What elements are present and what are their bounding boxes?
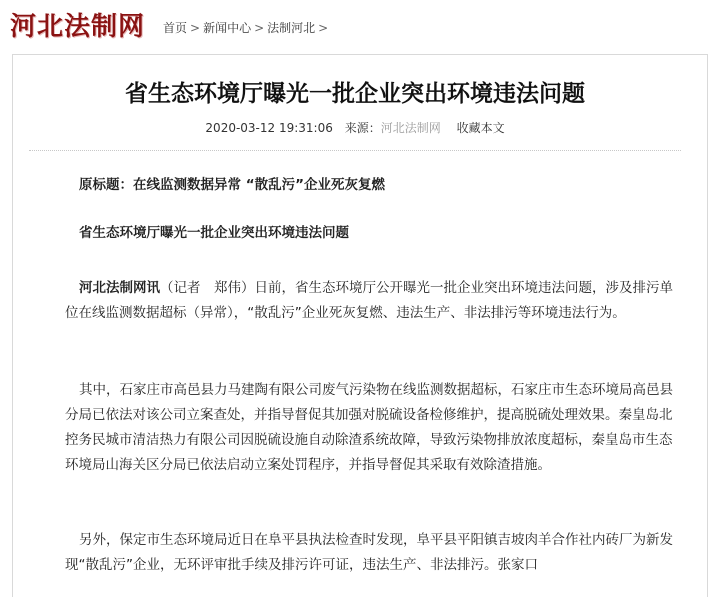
favorite-button[interactable]: 收藏本文 [456, 121, 505, 135]
paragraph-1 [65, 276, 683, 326]
breadcrumb-section-link[interactable]: 法制河北 [267, 21, 316, 35]
breadcrumb-separator: > [254, 21, 265, 35]
paragraph-3 [65, 528, 683, 578]
article-title: 省生态环境厅曝光一批企业突出环境违法问题 [125, 81, 585, 107]
source-link[interactable]: 河北法制网 [380, 121, 441, 135]
paragraph-3-text: 另外，保定市生态环境局近日在阜平县执法检查时发现，阜平县平阳镇吉坡肉羊合作社内砖厂为新发现“散乱污”企业，无环评审批手续及排污许可证，违法生产、非法排污。张家口 [65, 532, 673, 573]
source-label: 来源： [344, 121, 381, 135]
title-divider [29, 150, 681, 151]
breadcrumb-news-center-link[interactable]: 新闻中心 [203, 21, 252, 35]
breadcrumb-home-link[interactable]: 首页 [163, 21, 188, 35]
paragraph-1-dateline: 河北法制网讯 [79, 280, 160, 296]
breadcrumb-separator: > [190, 21, 201, 35]
paragraph-1-reporter: （记者 郑伟） [160, 280, 255, 296]
publish-date: 2020-03-12 19:31:06 [205, 121, 333, 135]
paragraph-2 [65, 378, 683, 478]
article-meta [13, 119, 697, 136]
header-bar [0, 0, 710, 52]
article-subtitle: 省生态环境厅曝光一批企业突出环境违法问题 [79, 225, 349, 241]
original-title: 原标题：在线监测数据异常 “散乱污”企业死灰复燃 [79, 177, 385, 193]
breadcrumb [163, 19, 331, 36]
breadcrumb-separator: > [318, 21, 329, 35]
article-container [12, 54, 708, 597]
paragraph-1-text: 日前，省生态环境厅公开曝光一批企业突出环境违法问题，涉及排污单位在线监测数据超标（异常），“散乱污”企业死灰复燃、违法生产、非法排污等环境违法行为。 [65, 280, 673, 321]
site-logo[interactable]: 河北法制网 [10, 12, 146, 42]
paragraph-2-text: 其中，石家庄市高邑县力马建陶有限公司废气污染物在线监测数据超标，石家庄市生态环境局高邑县分局已依法对该公司立案查处，并指导督促其加强对脱硫设备检修维护，提高脱硫处理效果。秦皇岛北控务民城市清洁热力有限公司因脱硫设施自动除渣系统故障，导致污染物排放浓度超标，秦皇岛市生态环境局山海关区分局已依法启动立案处罚程序，并指导督促其采取有效除渣措施。 [65, 382, 673, 473]
